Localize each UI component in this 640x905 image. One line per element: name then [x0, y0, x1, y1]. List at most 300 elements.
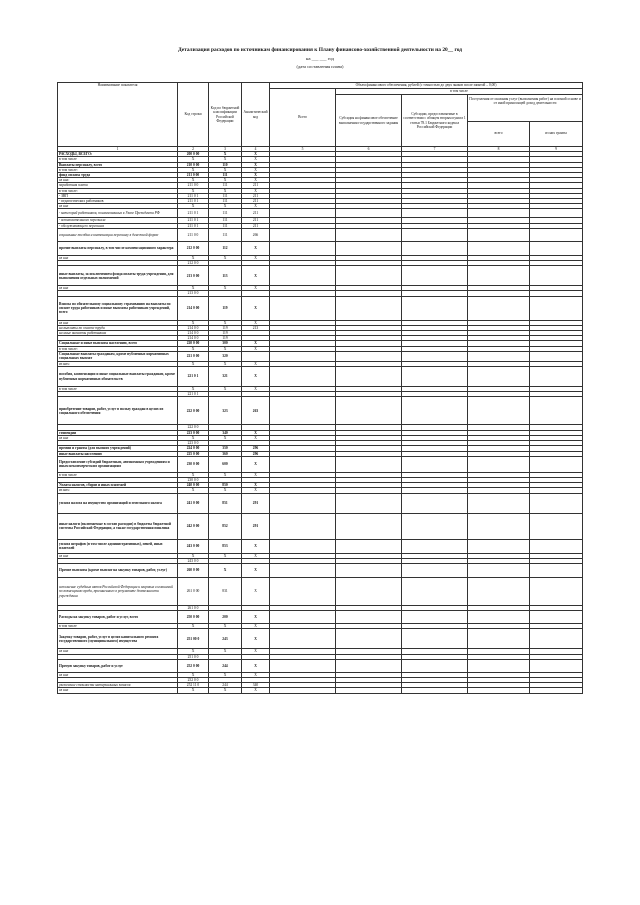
row-amount-cell [270, 539, 336, 553]
row-name: в том числе [58, 472, 178, 477]
row-analytic-code: 266 [242, 228, 270, 241]
row-code: 223 0 00 [178, 430, 209, 435]
row-analytic-code: X [242, 296, 270, 320]
header-analytic-code: Аналитический код [242, 83, 270, 147]
row-budget-code: X [209, 167, 242, 172]
row-budget-code: X [209, 286, 242, 291]
row-amount-cell [270, 493, 336, 513]
row-name: Уплата налогов, сборов и иных платежей [58, 483, 178, 488]
row-name: - вспомогательного персонала [58, 218, 178, 223]
row-amount-cell [468, 228, 530, 241]
row-analytic-code: X [242, 659, 270, 672]
row-code: 221 0 1 [178, 367, 209, 387]
row-amount-cell [530, 659, 583, 672]
row-analytic-code: 211 [242, 223, 270, 228]
row-amount-cell [468, 397, 530, 425]
row-name: премии и гранты (для высших учреждений) [58, 446, 178, 451]
row-analytic-code: X [242, 456, 270, 472]
row-code: 213 0 0 [178, 291, 209, 296]
table-row [58, 209, 583, 218]
row-name: - ЗВП [58, 193, 178, 198]
row-analytic-code: X [242, 167, 270, 172]
row-code: 211 0 1 [178, 193, 209, 198]
row-amount-cell [530, 228, 583, 241]
row-code: 214 0 0 [178, 336, 209, 341]
row-amount-cell [530, 351, 583, 361]
row-budget-code: 112 [209, 241, 242, 255]
row-analytic-code: 296 [242, 446, 270, 451]
row-code: X [178, 286, 209, 291]
row-amount-cell [336, 241, 402, 255]
table-row [58, 228, 583, 241]
row-amount-cell [402, 367, 468, 387]
row-amount-cell [468, 688, 530, 693]
row-analytic-code: X [242, 152, 270, 157]
table-row [58, 688, 583, 693]
row-name: в том числе: [58, 188, 178, 193]
row-code: X [178, 178, 209, 183]
row-name: из них: [58, 361, 178, 366]
row-budget-code: X [209, 346, 242, 351]
row-code: 250 0 00 [178, 611, 209, 624]
row-amount-cell [468, 659, 530, 672]
row-name: из них [58, 649, 178, 654]
header-including: в том числе [336, 89, 583, 95]
row-budget-code: X [209, 649, 242, 654]
row-name: уплата налога на имущество организаций и земельного налога [58, 493, 178, 513]
col-num: 3 [209, 147, 242, 152]
col-num: 4 [242, 147, 270, 152]
row-code: 261 0 0 [178, 605, 209, 610]
row-name: увеличение стоимости материальных запасов [58, 683, 178, 688]
row-code: X [178, 167, 209, 172]
row-name: исполнение судебных актов Российской Федерации и мировых соглашений по возмещению вреда, причиненного в результате деятельности учреждения [58, 577, 178, 605]
row-code: 212 0 00 [178, 241, 209, 255]
row-analytic-code: 291 [242, 513, 270, 539]
row-analytic-code: X [242, 624, 270, 629]
row-name: в том числе [58, 387, 178, 392]
row-budget-code: 831 [209, 577, 242, 605]
row-name: в том числе: [58, 167, 178, 172]
row-name: иные налоги (включаемые в состав расходов) в бюджеты бюджетной системы Российской Федерации, а также государственная пошлина [58, 513, 178, 539]
row-amount-cell [270, 266, 336, 286]
row-analytic-code: X [242, 488, 270, 493]
row-amount-cell [402, 266, 468, 286]
row-analytic-code: X [242, 346, 270, 351]
header-budget-code: Код по бюджетной классификации Российской Федерации [209, 83, 242, 147]
row-analytic-code: X [242, 611, 270, 624]
row-code: 225 0 00 [178, 451, 209, 456]
row-amount-cell [336, 493, 402, 513]
row-budget-code: 111 [209, 173, 242, 178]
row-code: X [178, 387, 209, 392]
row-name: из них [58, 672, 178, 677]
row-budget-code: 851 [209, 493, 242, 513]
row-code: 214 0 00 [178, 296, 209, 320]
row-name: Закупку товаров, работ, услуг в целях капитального ремонта государственного (муниципального) имущества [58, 629, 178, 649]
row-code: X [178, 472, 209, 477]
row-budget-code: 853 [209, 539, 242, 553]
row-name: на иные выплаты работникам [58, 331, 178, 336]
row-name: Прочую закупку товаров, работ и услуг [58, 659, 178, 672]
row-amount-cell [402, 228, 468, 241]
row-budget-code: 243 [209, 629, 242, 649]
row-amount-cell [270, 296, 336, 320]
row-name: иные выплаты населению [58, 451, 178, 456]
row-name: Предоставление субсидий бюджетным, автономным учреждениям и иным некоммерческим организациям [58, 456, 178, 472]
row-name: из них: [58, 488, 178, 493]
header-paid-grants: из них гранты [545, 131, 567, 136]
row-code: 211 0 0 [178, 228, 209, 241]
row-amount-cell [402, 513, 468, 539]
row-amount-cell [530, 611, 583, 624]
row-budget-code: 111 [209, 223, 242, 228]
row-analytic-code: X [242, 241, 270, 255]
header-code: Код строки [178, 83, 209, 147]
row-name: социальные пособия и компенсации персоналу в денежной форме [58, 228, 178, 241]
row-budget-code: X [209, 188, 242, 193]
row-analytic-code: X [242, 539, 270, 553]
row-name: из них: [58, 178, 178, 183]
row-amount-cell [270, 241, 336, 255]
row-amount-cell [530, 367, 583, 387]
row-code: 212 0 0 [178, 261, 209, 266]
row-amount-cell [530, 493, 583, 513]
row-amount-cell [336, 209, 402, 218]
row-code: 252 0 0 [178, 677, 209, 682]
row-budget-code: 113 [209, 266, 242, 286]
table-row [58, 296, 583, 320]
header-total: Всего [270, 89, 336, 147]
row-budget-code: 244 [209, 683, 242, 688]
table-row [58, 539, 583, 553]
row-code: X [178, 204, 209, 209]
row-analytic-code: 211 [242, 209, 270, 218]
row-analytic-code: 263 [242, 397, 270, 425]
row-code: X [178, 361, 209, 366]
row-analytic-code: X [242, 341, 270, 346]
row-amount-cell [402, 296, 468, 320]
row-amount-cell [468, 296, 530, 320]
row-amount-cell [468, 241, 530, 255]
row-name: - обслуживающего персонала [58, 223, 178, 228]
row-amount-cell [336, 456, 402, 472]
row-name: Расходы на закупку товаров, работ и услуг, всего [58, 611, 178, 624]
row-code: 221 0 00 [178, 351, 209, 361]
row-budget-code: X [209, 488, 242, 493]
row-code: X [178, 649, 209, 654]
row-code: 224 0 00 [178, 446, 209, 451]
row-budget-code: 111 [209, 193, 242, 198]
row-budget-code: X [209, 624, 242, 629]
row-analytic-code: X [242, 367, 270, 387]
row-analytic-code: X [242, 286, 270, 291]
row-budget-code: X [209, 563, 242, 577]
row-amount-cell [530, 241, 583, 255]
row-name: из них [58, 286, 178, 291]
row-code: 214 0 0 [178, 325, 209, 330]
row-budget-code: 600 [209, 456, 242, 472]
row-analytic-code: 211 [242, 193, 270, 198]
row-budget-code: X [209, 672, 242, 677]
row-budget-code: 119 [209, 296, 242, 320]
row-code: 211 0 0 [178, 183, 209, 188]
row-analytic-code: X [242, 387, 270, 392]
row-amount-cell [468, 611, 530, 624]
row-name: приобретение товаров, работ, услуг в пользу граждан в целях их социального обеспечения [58, 397, 178, 425]
table-row [58, 351, 583, 361]
row-analytic-code: 211 [242, 199, 270, 204]
row-name: иные выплаты, за исключением фонда оплаты труда учреждения, для выполнения отдельных полномочий [58, 266, 178, 286]
table-row [58, 397, 583, 425]
row-amount-cell [530, 688, 583, 693]
row-amount-cell [468, 563, 530, 577]
row-name: Выплаты персоналу, всего [58, 162, 178, 167]
row-budget-code: X [209, 472, 242, 477]
row-budget-code: X [209, 204, 242, 209]
row-name: из них [58, 553, 178, 558]
row-budget-code: 119 [209, 336, 242, 341]
table-row [58, 493, 583, 513]
row-analytic-code: 211 [242, 183, 270, 188]
col-num: 6 [336, 147, 402, 152]
row-name: на выплаты по оплате труда [58, 325, 178, 330]
row-name: в том числе: [58, 346, 178, 351]
row-budget-code: X [209, 255, 242, 260]
row-code: 222 0 0 [178, 425, 209, 430]
row-code: X [178, 346, 209, 351]
table-row [58, 577, 583, 605]
row-amount-cell [402, 493, 468, 513]
row-code: X [178, 320, 209, 325]
row-amount-cell [402, 241, 468, 255]
row-analytic-code: X [242, 430, 270, 435]
row-amount-cell [270, 397, 336, 425]
row-name: из них [58, 688, 178, 693]
expenses-table [57, 82, 583, 694]
col-num: 8 [468, 147, 530, 152]
row-budget-code: 111 [209, 218, 242, 223]
row-amount-cell [270, 563, 336, 577]
row-name: из них [58, 204, 178, 209]
row-budget-code: X [209, 152, 242, 157]
row-budget-code: 111 [209, 183, 242, 188]
header-paid [468, 95, 583, 147]
row-analytic-code [242, 351, 270, 361]
row-analytic-code: X [242, 178, 270, 183]
row-amount-cell [336, 688, 402, 693]
row-amount-cell [270, 228, 336, 241]
row-code: 252 11 0 [178, 683, 209, 688]
row-budget-code: X [209, 688, 242, 693]
row-amount-cell [336, 539, 402, 553]
row-name: из них [58, 255, 178, 260]
row-budget-code: 852 [209, 513, 242, 539]
table-row [58, 241, 583, 255]
row-analytic-code: 340 [242, 683, 270, 688]
row-name: из них [58, 320, 178, 325]
row-analytic-code: X [242, 435, 270, 440]
row-amount-cell [468, 539, 530, 553]
row-amount-cell [402, 209, 468, 218]
row-amount-cell [468, 629, 530, 649]
row-code: X [178, 553, 209, 558]
row-budget-code: X [209, 387, 242, 392]
document-title: Детализация расходов по источникам финансирования к Плану финансово-хозяйственной деятельности на 20__ год [177, 47, 463, 53]
row-amount-cell [402, 688, 468, 693]
row-code: 261 0 00 [178, 577, 209, 605]
row-name: Социальные и иные выплаты населению, всего [58, 341, 178, 346]
document-date-line: (дата составления плана) [296, 64, 344, 69]
row-budget-code: 111 [209, 228, 242, 241]
row-amount-cell [402, 456, 468, 472]
row-amount-cell [402, 659, 468, 672]
row-amount-cell [530, 266, 583, 286]
row-analytic-code: X [242, 266, 270, 286]
row-name: в том числе [58, 157, 178, 162]
header-name: Наименование показателя [58, 83, 178, 147]
row-code: 223 0 0 [178, 441, 209, 446]
row-code: 243 0 00 [178, 539, 209, 553]
row-code: 210 0 00 [178, 162, 209, 167]
col-num: 1 [58, 147, 178, 152]
row-code: X [178, 488, 209, 493]
row-amount-cell [468, 266, 530, 286]
row-amount-cell [336, 563, 402, 577]
header-amount-group: Объем финансового обеспечения, рублей (с точностью до двух знаков после запятой – 0,00) [270, 83, 583, 89]
row-analytic-code: X [242, 563, 270, 577]
row-code: 252 0 00 [178, 659, 209, 672]
row-name: Социальные выплаты гражданам, кроме публичных нормативных социальных выплат [58, 351, 178, 361]
row-amount-cell [530, 296, 583, 320]
row-amount-cell [270, 513, 336, 539]
row-code: 260 0 00 [178, 563, 209, 577]
row-name: пособия, компенсации и иные социальные выплаты гражданам, кроме публичных нормативных обязательств [58, 367, 178, 387]
row-analytic-code: 213 [242, 325, 270, 330]
row-name: в том числе [58, 624, 178, 629]
row-amount-cell [402, 539, 468, 553]
row-amount-cell [530, 563, 583, 577]
row-name: уплата штрафов (в том числе административных), пеней, иных платежей [58, 539, 178, 553]
row-amount-cell [402, 629, 468, 649]
row-budget-code: 850 [209, 483, 242, 488]
row-code: 242 0 00 [178, 513, 209, 539]
row-analytic-code: X [242, 472, 270, 477]
row-amount-cell [336, 611, 402, 624]
table-body [58, 152, 583, 693]
table-row [58, 456, 583, 472]
row-code: 211 0 1 [178, 223, 209, 228]
row-amount-cell [530, 539, 583, 553]
col-num: 9 [530, 147, 583, 152]
row-amount-cell [336, 266, 402, 286]
row-amount-cell [336, 659, 402, 672]
row-amount-cell [270, 611, 336, 624]
row-name: стипендии [58, 430, 178, 435]
row-analytic-code: X [242, 649, 270, 654]
row-amount-cell [336, 367, 402, 387]
row-amount-cell [402, 577, 468, 605]
col-num: 7 [402, 147, 468, 152]
row-budget-code: 119 [209, 325, 242, 330]
table-row [58, 563, 583, 577]
row-analytic-code: X [242, 577, 270, 605]
row-code: 211 0 1 [178, 209, 209, 218]
row-amount-cell [468, 351, 530, 361]
row-amount-cell [402, 351, 468, 361]
row-amount-cell [336, 397, 402, 425]
row-budget-code: X [209, 320, 242, 325]
row-analytic-code: X [242, 629, 270, 649]
row-analytic-code: X [242, 255, 270, 260]
row-amount-cell [468, 493, 530, 513]
table-row [58, 513, 583, 539]
row-analytic-code: X [242, 162, 270, 167]
header-paid-total: всего [468, 122, 530, 146]
row-budget-code: 320 [209, 351, 242, 361]
row-budget-code: X [209, 178, 242, 183]
row-name: РАСХОДЫ, ВСЕГО: [58, 152, 178, 157]
row-code: 230 0 0 [178, 477, 209, 482]
table-row [58, 629, 583, 649]
table-row [58, 367, 583, 387]
row-analytic-code: X [242, 672, 270, 677]
row-budget-code: 350 [209, 446, 242, 451]
row-budget-code: 200 [209, 611, 242, 624]
header-paid-sub [468, 122, 582, 146]
row-analytic-code: 291 [242, 493, 270, 513]
row-budget-code: X [209, 157, 242, 162]
col-num: 2 [178, 147, 209, 152]
row-budget-code: 300 [209, 341, 242, 346]
row-amount-cell [530, 456, 583, 472]
row-code: 243 0 0 [178, 558, 209, 563]
row-amount-cell [530, 209, 583, 218]
row-code: X [178, 624, 209, 629]
row-code: 211 0 1 [178, 199, 209, 204]
header-subsidy-other: Субсидии, предоставляемые в соответствии с абзацем вторым пункта 1 статьи 78.1 Бюджетного кодекса Российской Федерации [402, 95, 468, 147]
row-analytic-code: X [242, 361, 270, 366]
row-budget-code: 111 [209, 209, 242, 218]
row-analytic-code: 211 [242, 218, 270, 223]
row-amount-cell [402, 611, 468, 624]
row-budget-code: 111 [209, 199, 242, 204]
table-row [58, 659, 583, 672]
row-code: X [178, 435, 209, 440]
row-analytic-code: X [242, 483, 270, 488]
row-code: 220 0 00 [178, 341, 209, 346]
row-amount-cell [270, 456, 336, 472]
row-amount-cell [270, 351, 336, 361]
col-num: 5 [270, 147, 336, 152]
row-amount-cell [336, 296, 402, 320]
row-budget-code: X [209, 361, 242, 366]
row-amount-cell [336, 513, 402, 539]
row-code: 230 0 00 [178, 456, 209, 472]
row-amount-cell [402, 563, 468, 577]
row-budget-code: 340 [209, 430, 242, 435]
row-code: X [178, 188, 209, 193]
row-name: - педагогических работников [58, 199, 178, 204]
row-amount-cell [468, 513, 530, 539]
row-name: из них [58, 435, 178, 440]
row-name: Прочие выплаты (кроме выплат на закупку товаров, работ, услуг) [58, 563, 178, 577]
row-amount-cell [270, 688, 336, 693]
row-code: 222 0 00 [178, 397, 209, 425]
row-amount-cell [530, 577, 583, 605]
row-analytic-code: 296 [242, 451, 270, 456]
row-code: 251 0 0 [178, 654, 209, 659]
